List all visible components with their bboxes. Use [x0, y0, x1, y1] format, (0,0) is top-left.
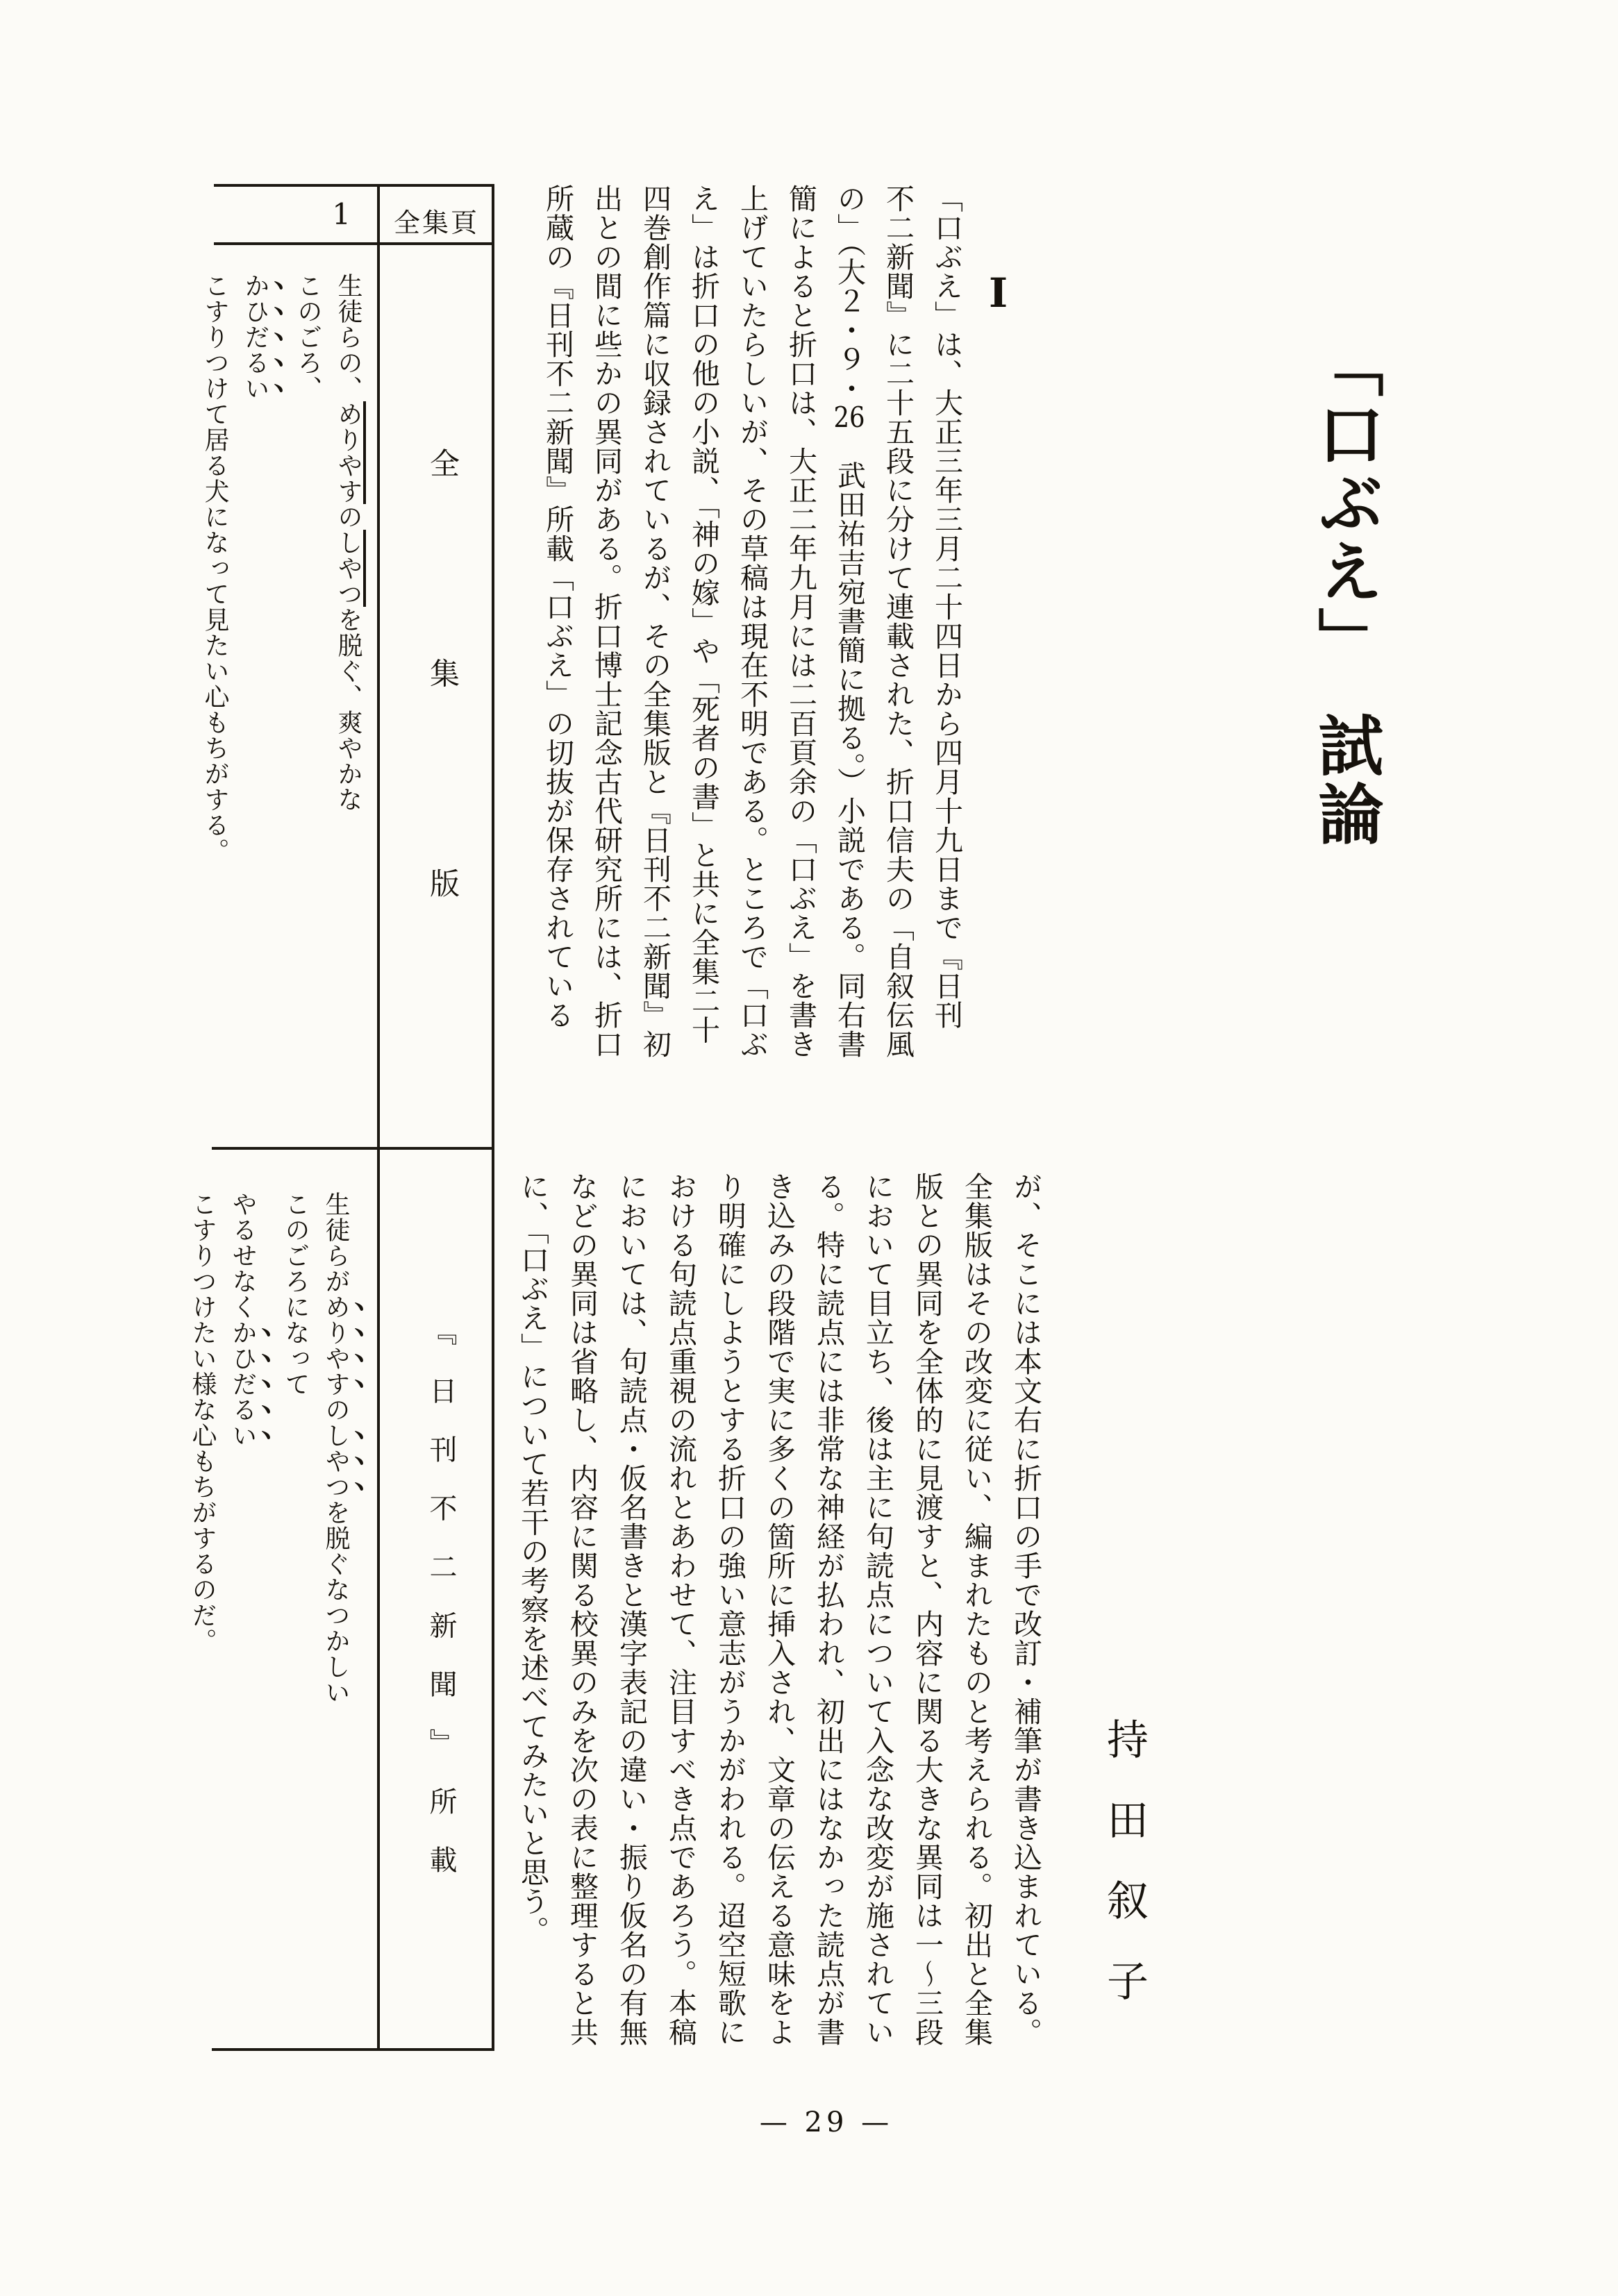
table-quote-zenshuban: [194, 273, 368, 953]
text-column: の」（大２・９・26 武田祐吉宛書簡に拠る。）小説である。同右書: [833, 184, 866, 1059]
text-column: え」は折口の他の小説、「神の嫁」や「死者の書」と共に全集二十: [687, 184, 720, 1045]
table-right-border: [492, 184, 494, 2051]
section-marker: I: [989, 269, 1008, 317]
quote-line: やるせなくかひだるい: [228, 1191, 257, 1448]
paragraph-continuation: [501, 1172, 1050, 2075]
text-column: において目立ち、後は主に句読点について入念な改変が施されてい: [861, 1172, 894, 2047]
table-top-border: [214, 184, 494, 187]
table-header-separator: [214, 242, 494, 245]
text-column: が、そこには本文右に折口の手で改訂・補筆が書き込まれている。: [1009, 1172, 1042, 2047]
text-column: 「口ぶえ」は、大正三年三月二十四日から四月十九日まで『日刊: [930, 184, 963, 1030]
quote-line: 生徒らの、めりやすのしやつを脱ぐ、爽やかな: [334, 273, 362, 812]
table-column-divider: [377, 184, 380, 2051]
text-column: などの異同は省略し、内容に関る校異のみを次の表に整理すると共: [565, 1172, 599, 2047]
page-number-footer: — 29 —: [759, 2106, 894, 2138]
text-column: 出との間に些かの異同がある。折口博士記念古代研究所には、折口: [590, 184, 623, 1059]
text-column: 所蔵の『日刊不二新聞』所載「口ぶえ」の切抜が保存されている: [541, 184, 574, 1030]
quote-line: かひだるい: [241, 273, 269, 401]
table-row-label-zenshuban: 全集版: [425, 448, 460, 898]
table-bottom-border: [212, 2048, 494, 2051]
table-quote-shimbun: [182, 1191, 368, 1893]
table-header-zenshu-page: 全集頁: [393, 208, 479, 238]
text-column: 四巻創作篇に収録されているが、その全集版と『日刊不二新聞』初: [638, 184, 672, 1059]
text-column: 全集版はその改変に従い、編まれたものと考えられる。初出と全集: [960, 1172, 993, 2047]
text-column: 版との異同を全体的に見渡すと、内容に関る大きな異同は一〜三段: [910, 1172, 944, 2047]
table-row-label-shimbun: 『日刊不二新聞』所載: [425, 1318, 457, 1873]
text-column: においては、句読点・仮名書きと漢字表記の違い・振り仮名の有無: [615, 1172, 648, 2047]
text-column: に、「口ぶえ」について若干の考察を述べてみたいと思う。: [516, 1172, 549, 1945]
quote-line: こすりつけたい様な心もちがするのだ。: [188, 1191, 217, 1654]
quote-line: このごろになって: [281, 1191, 310, 1397]
quote-line: 生徒らがめりやすのしやつを脱ぐなつかしい: [322, 1191, 350, 1705]
author-byline: 持田叙子: [1100, 1718, 1149, 2040]
paragraph-opening: [526, 184, 971, 1060]
table-page-number-value: 1: [332, 197, 351, 231]
quote-line: こすりつけて居る犬になって見たい心もちがする。: [201, 273, 229, 864]
text-column: 簡によると折口は、大正二年九月には二百頁余の「口ぶえ」を書き: [784, 184, 817, 1059]
page-title: 「口ぶえ」 試論: [1307, 332, 1383, 849]
text-column: る。特に読点には非常な神経が払われ、初出にはなかった読点が書: [812, 1172, 845, 2047]
table-row-separator: [212, 1147, 494, 1150]
text-column: 上げていたらしいが、その草稿は現在不明である。ところで「口ぶ: [735, 184, 769, 1059]
text-column: おける句読点重視の流れとあわせて、注目すべき点であろう。本稿: [664, 1172, 697, 2047]
text-column: 不二新聞』に二十五段に分けて連載された、折口信夫の「自叙伝風: [881, 184, 915, 1059]
text-column: り明確にしようとする折口の強い意志がうかがわれる。迢空短歌に: [713, 1172, 747, 2047]
text-column: き込みの段階で実に多くの箇所に挿入され、文章の伝える意味をよ: [762, 1172, 796, 2047]
quote-line: このごろ、: [294, 273, 322, 401]
